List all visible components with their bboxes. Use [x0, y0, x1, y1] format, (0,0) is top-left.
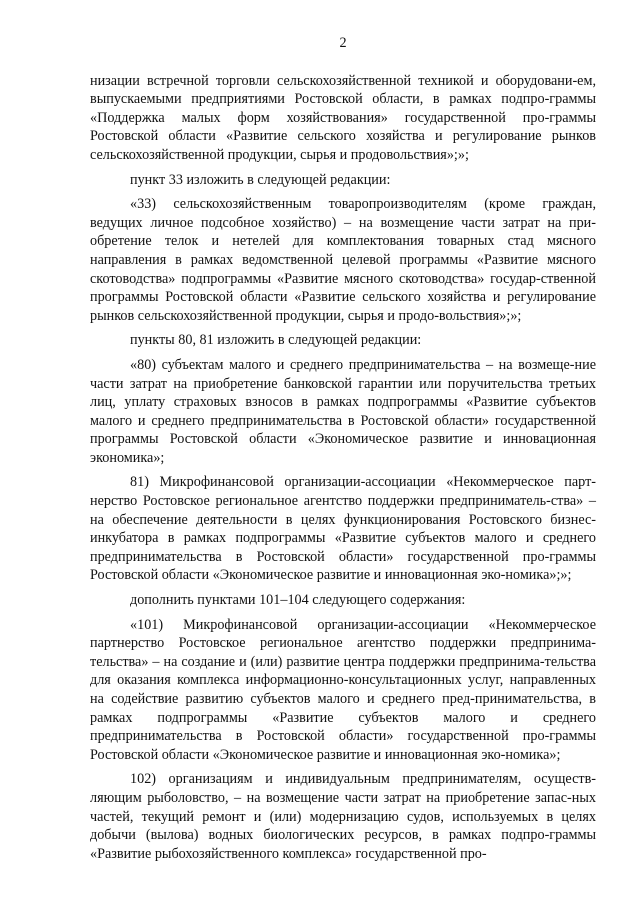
paragraph-item81: 81) Микрофинансовой организации-ассоциации «Некоммерческое парт-нерство Ростовское региональное агентство поддержки предприниматель-ства» – на обеспечение деятельности в целях функционирования Ростовского бизнес-инкубатора в рамках подпрограммы «Развитие субъектов малого и среднего предпринимательства в Ростовской области» государственной про-граммы Ростовской области «Экономическое развитие и инновационная эко-номика»;»;	[90, 474, 596, 584]
paragraph-items80-81-intro: пункты 80, 81 изложить в следующей редакции:	[130, 332, 422, 349]
paragraph-item102: 102) организациям и индивидуальным предпринимателям, осуществ-ляющим рыболовство, – на возмещение части затрат на приобретение запас-ных частей, текущий ремонт и (или) модернизацию судов, используемых в целях добычи (вылова) водных биологических ресурсов, в рамках подпро-граммы «Развитие рыбохозяйственного комплекса» государственной про-	[90, 771, 596, 862]
paragraph-items101-104-intro: дополнить пунктами 101–104 следующего содержания:	[130, 592, 466, 609]
paragraph-item33: «33) сельскохозяйственным товаропроизводителям (кроме граждан, ведущих личное подсобное хозяйство) – на возмещение части затрат на при-обретение телок и нетелей для комплектования товарных стад мясного направления в рамках ведомственной целевой программы «Развитие мясного скотоводства» подпрограммы «Развитие мясного скотоводства» государ-ственной программы Ростовской области «Развитие сельского хозяйства и регулирование рынков сельскохозяйственной продукции, сырья и продо-вольствия»;»;	[90, 196, 596, 324]
page-number: 2	[339, 35, 347, 51]
paragraph-item80: «80) субъектам малого и среднего предпринимательства – на возмеще-ние части затрат на приобретение банковской гарантии или поручительства третьих лиц, уплату страховых взносов в рамках подпрограммы «Развитие субъектов малого и среднего предпринимательства в Ростовской области» государственной программы Ростовской области «Экономическое развитие и инновационная экономика»;	[90, 356, 596, 466]
paragraph-item33-intro: пункт 33 изложить в следующей редакции:	[130, 171, 391, 188]
paragraph-item101: «101) Микрофинансовой организации-ассоциации «Некоммерческое партнерство Ростовское региональное агентство поддержки предпринима-тельства» – на создание и (или) развитие центра поддержки предпринима-тельства для оказания комплекса информационно-консультационных услуг, направленных на содействие развитию субъектов малого и среднего пред-принимательства, в рамках подпрограммы «Развитие субъектов малого и среднего предпринимательства в Ростовской области» государственной про-граммы Ростовской области «Экономическое развитие и инновационная эко-номика»;	[90, 616, 596, 763]
paragraph-continuation: низации встречной торговли сельскохозяйственной техникой и оборудовани-ем, выпускаемыми предприятиями Ростовской области, в рамках подпро-граммы «Поддержка малых форм хозяйствования» государственной про-граммы Ростовской области «Развитие сельского хозяйства и регулирование рынков сельскохозяйственной продукции, сырья и продовольствия»;»;	[90, 72, 596, 163]
